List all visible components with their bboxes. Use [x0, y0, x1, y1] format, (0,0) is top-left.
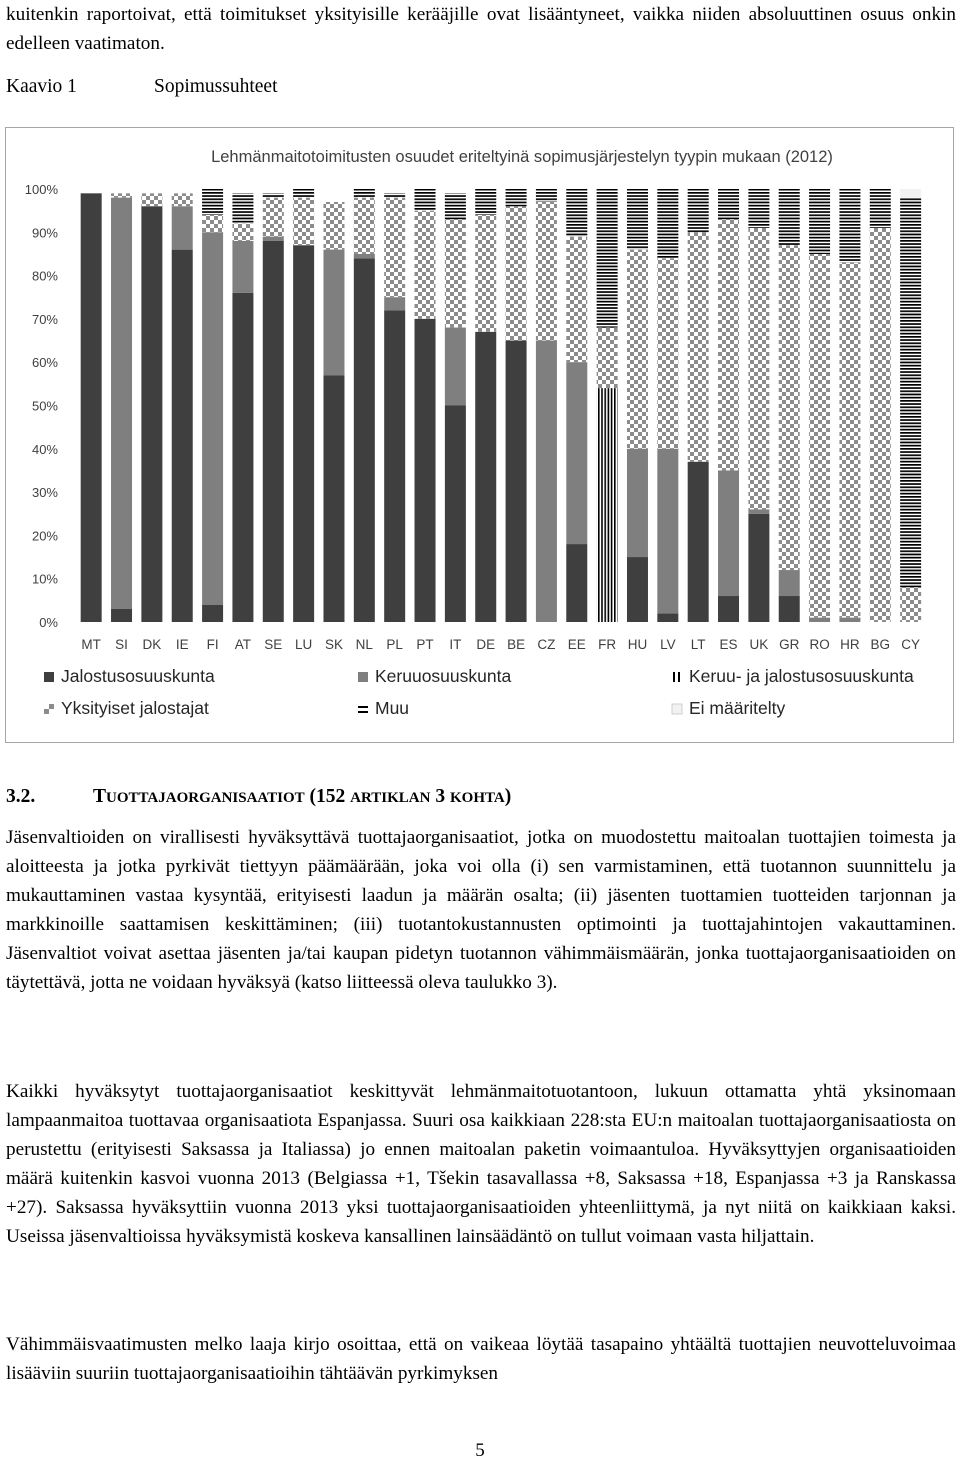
- legend-label: Muu: [375, 698, 410, 718]
- legend-item: [672, 698, 786, 718]
- y-tick-label: 40%: [31, 441, 58, 457]
- bar-segment: [597, 388, 618, 622]
- legend-label: Yksityiset jalostajat: [61, 698, 209, 718]
- bar-segment: [536, 189, 557, 202]
- x-tick-label: ES: [719, 637, 738, 652]
- x-tick-label: CZ: [537, 637, 556, 652]
- bar-segment: [445, 219, 466, 327]
- y-tick-label: 60%: [31, 355, 58, 371]
- bar-segment: [718, 189, 739, 219]
- stacked-bar-chart: [6, 128, 953, 742]
- legend-item: [44, 698, 209, 718]
- x-tick-label: BG: [870, 637, 891, 652]
- bar-segment: [172, 206, 193, 249]
- bar-segment: [475, 215, 496, 332]
- bar-segment: [566, 362, 587, 544]
- bar-segment: [354, 254, 375, 258]
- intro-paragraph: kuitenkin raportoivat, että toimitukset yksityisille kerääjille ovat lisääntyneet, vaikka niiden absoluuttinen osuus onkin edelleen vaatimaton.: [6, 4, 956, 54]
- bar-segment: [566, 544, 587, 622]
- x-tick-label: FR: [598, 637, 617, 652]
- legend-label: Keruuosuuskunta: [375, 666, 512, 686]
- bar-segment: [506, 341, 527, 622]
- bar-segment: [445, 406, 466, 623]
- y-tick-label: 10%: [31, 571, 58, 587]
- bar-segment: [141, 206, 162, 622]
- legend-item: [673, 666, 914, 686]
- bar-segment: [172, 193, 193, 206]
- x-tick-label: UK: [749, 637, 769, 652]
- chart-frame: [5, 127, 954, 743]
- bar-segment: [384, 198, 405, 298]
- x-tick-label: AT: [234, 637, 252, 652]
- bar-segment: [809, 618, 830, 622]
- y-axis: [25, 182, 59, 630]
- bar-segment: [141, 193, 162, 206]
- bar-segment: [293, 245, 314, 622]
- bar-segment: [323, 250, 344, 376]
- y-tick-label: 80%: [31, 268, 58, 284]
- x-tick-label: IT: [449, 637, 462, 652]
- bar-segment: [536, 202, 557, 341]
- x-tick-label: GR: [779, 637, 800, 652]
- bar-segment: [688, 462, 709, 622]
- legend-swatch: [358, 711, 368, 713]
- bar-segment: [748, 189, 769, 228]
- x-tick-label: SE: [264, 637, 283, 652]
- bar-segment: [839, 189, 860, 263]
- x-tick-label: IE: [175, 637, 189, 652]
- bar-segment: [627, 449, 648, 557]
- figure-caption: [6, 76, 278, 98]
- bar-segment: [506, 189, 527, 206]
- bar-segment: [263, 198, 284, 237]
- y-tick-label: 20%: [31, 528, 58, 544]
- bar-segment: [597, 189, 618, 328]
- legend-label: Keruu- ja jalostusosuuskunta: [689, 666, 914, 686]
- bar-segment: [232, 293, 253, 622]
- page-number: 5: [475, 1440, 485, 1461]
- x-tick-label: SK: [324, 637, 343, 652]
- bar-segment: [354, 258, 375, 622]
- x-tick-label: PT: [416, 637, 434, 652]
- bar-segment: [657, 613, 678, 622]
- bar-segment: [536, 341, 557, 622]
- y-tick-label: 0%: [39, 615, 58, 630]
- x-tick-label: PL: [386, 637, 403, 652]
- x-tick-label: NL: [355, 637, 373, 652]
- y-tick-label: 90%: [31, 225, 58, 241]
- bar-segment: [354, 198, 375, 254]
- bar-segment: [81, 193, 102, 622]
- bar-segment: [415, 319, 436, 622]
- x-tick-label: HR: [840, 637, 860, 652]
- bar-segment: [718, 596, 739, 622]
- section-title-part: UOTTAJAORGANISAATIOT: [106, 790, 305, 806]
- bar-segment: [779, 570, 800, 596]
- section-heading: [6, 786, 511, 808]
- bar-segment: [202, 189, 223, 215]
- bar-segment: [263, 241, 284, 622]
- chart-title: Lehmänmaitotoimitusten osuudet eriteltyinä sopimusjärjestelyn tyypin mukaan (2012): [211, 148, 833, 166]
- bar-segment: [232, 241, 253, 293]
- y-tick-label: 50%: [31, 398, 58, 414]
- paragraph-3: Vähimmäisvaatimusten melko laaja kirjo osoittaa, että on vaikeaa löytää tasapaino yhtäältä tuottajien neuvotteluvoimaa lisääviin suuriin tuottajaorganisaatioihin tähtäävän pyrkimyksen: [6, 1334, 956, 1384]
- bar-segment: [354, 189, 375, 198]
- bar-segment: [809, 254, 830, 618]
- bar-plot-area: [81, 189, 921, 622]
- bar-segment: [748, 514, 769, 622]
- legend-swatch: [358, 706, 368, 708]
- bar-segment: [232, 224, 253, 241]
- y-tick-label: 30%: [31, 485, 58, 501]
- bar-segment: [809, 189, 830, 254]
- legend-swatch: [44, 709, 49, 714]
- bar-segment: [688, 232, 709, 461]
- bar-segment: [627, 189, 648, 250]
- legend-item: [358, 698, 409, 718]
- bar-segment: [779, 189, 800, 245]
- section-title-part: ARTIKLAN: [350, 790, 431, 806]
- x-tick-label: DK: [142, 637, 162, 652]
- legend-label: Ei määritelty: [689, 698, 786, 718]
- x-tick-label: RO: [809, 637, 830, 652]
- bar-segment: [415, 211, 436, 319]
- bar-segment: [718, 219, 739, 470]
- x-tick-label: CY: [901, 637, 921, 652]
- legend-item: [358, 666, 511, 686]
- x-axis: [81, 637, 920, 652]
- bar-segment: [202, 605, 223, 622]
- figure-label: Kaavio 1: [6, 76, 77, 97]
- bar-segment: [870, 189, 891, 228]
- legend-swatch: [678, 672, 680, 682]
- x-tick-label: DE: [476, 637, 496, 652]
- bar-segment: [445, 193, 466, 219]
- bar-segment: [779, 596, 800, 622]
- bar-segment: [839, 263, 860, 618]
- bar-segment: [900, 198, 921, 588]
- bar-segment: [445, 328, 466, 406]
- bar-segment: [627, 557, 648, 622]
- bar-segment: [597, 328, 618, 389]
- section-title-part: 3: [430, 786, 450, 807]
- bar-segment: [111, 193, 132, 197]
- chart-legend: [44, 666, 914, 718]
- bar-segment: [688, 189, 709, 232]
- bar-segment: [202, 215, 223, 232]
- bar-segment: [415, 189, 436, 211]
- y-tick-label: 100%: [24, 182, 58, 197]
- x-tick-label: LV: [660, 637, 676, 652]
- legend-swatch: [673, 672, 675, 682]
- y-tick-label: 70%: [31, 311, 58, 327]
- bar-segment: [657, 189, 678, 258]
- legend-swatch: [49, 704, 54, 709]
- legend-swatch: [44, 672, 54, 682]
- bar-segment: [263, 237, 284, 241]
- bar-segment: [293, 198, 314, 246]
- bar-segment: [202, 232, 223, 604]
- bar-segment: [870, 228, 891, 622]
- section-title-part: T: [93, 786, 107, 807]
- bar-segment: [748, 509, 769, 513]
- bar-segment: [263, 193, 284, 197]
- paragraph-2: Kaikki hyväksytyt tuottajaorganisaatiot keskittyvät lehmänmaitotuotantoon, lukuun ottamatta yhtä yksinomaan lampaanmaitoa tuottavaa organisaatiota Espanjassa. Suuri osa kaikkiaan 228:sta EU:n maitoalan tuottajaorganisaatiosta on perustettu (erityisesti Saksassa ja Italiassa) jo ennen maitoalan paketin voimaantuloa. Hyväksyttyjen organisaatioiden määrä kuitenkin kasvoi vuonna 2013 (Belgiassa +1, Tšekin tasavallassa +8, Saksassa +18, Espanjassa +3 ja Ranskassa +27). Saksassa hyväksyttiin vuonna 2013 yksi tuottajaorganisaatioiden yhteenliittymä, ja nyt niitä on kaikkiaan kaksi. Useissa jäsenvaltioissa hyväksymistä koskeva kansallinen lainsäädäntö on tullut voimaan vasta hiljattain.: [6, 1081, 956, 1247]
- bar-segment: [323, 202, 344, 250]
- bar-segment: [718, 470, 739, 596]
- section-title-part: ): [504, 786, 512, 807]
- bar-segment: [475, 189, 496, 215]
- bar-segment: [657, 258, 678, 449]
- bar-segment: [111, 198, 132, 609]
- section-number: 3.2.: [6, 786, 36, 807]
- bar-segment: [384, 193, 405, 197]
- figure-title: Sopimussuhteet: [154, 76, 278, 97]
- x-tick-label: FI: [206, 637, 219, 652]
- bar-segment: [475, 332, 496, 622]
- bar-segment: [506, 206, 527, 340]
- bar-segment: [779, 245, 800, 570]
- bar-segment: [172, 250, 193, 622]
- x-tick-label: LT: [690, 637, 706, 652]
- x-tick-label: HU: [627, 637, 648, 652]
- legend-swatch: [358, 672, 368, 682]
- bar-segment: [566, 237, 587, 363]
- section-title-part: (152: [304, 786, 351, 807]
- x-tick-label: SI: [115, 637, 128, 652]
- bar-segment: [323, 375, 344, 622]
- legend-item: [44, 666, 215, 686]
- bar-segment: [111, 609, 132, 622]
- bar-segment: [232, 193, 253, 223]
- x-tick-label: MT: [81, 637, 101, 652]
- legend-swatch: [672, 704, 682, 714]
- bar-segment: [900, 189, 921, 198]
- bar-segment: [566, 189, 587, 237]
- x-tick-label: EE: [567, 637, 586, 652]
- legend-label: Jalostusosuuskunta: [61, 666, 215, 686]
- bar-segment: [293, 189, 314, 198]
- bar-segment: [900, 587, 921, 622]
- bar-segment: [384, 297, 405, 310]
- section-title-part: KOHTA: [449, 790, 505, 806]
- bar-segment: [839, 618, 860, 622]
- bar-segment: [384, 310, 405, 622]
- bar-segment: [657, 449, 678, 614]
- bar-segment: [748, 228, 769, 509]
- bar-segment: [627, 250, 648, 449]
- paragraph-1: Jäsenvaltioiden on virallisesti hyväksyttävä tuottajaorganisaatiot, jotka on muodostettu maitoalan tuottajien toimesta ja aloitteesta ja jotka pyrkivät tiettyyn päämäärään, joka voi olla (i) sen varmistaminen, että tuotannon suunnittelu ja mukauttaminen vastaa kysyntää, erityisesti laadun ja määrän osalta; (ii) jäsenten tuottamien tuotteiden tarjonnan ja markkinoille saattamisen keskittäminen; (iii) tuotantokustannusten optimointi ja tuottajahintojen vakauttaminen. Jäsenvaltiot voivat asettaa jäsenten ja/tai kaupan pidetyn tuotannon vähimmäismäärän, jonka tuottajaorganisaatioiden on täytettävä, jotta ne voidaan hyväksyä (katso liitteessä oleva taulukko 3).: [6, 827, 956, 993]
- x-tick-label: BE: [507, 637, 526, 652]
- section-title: [93, 786, 511, 807]
- x-tick-label: LU: [294, 637, 313, 652]
